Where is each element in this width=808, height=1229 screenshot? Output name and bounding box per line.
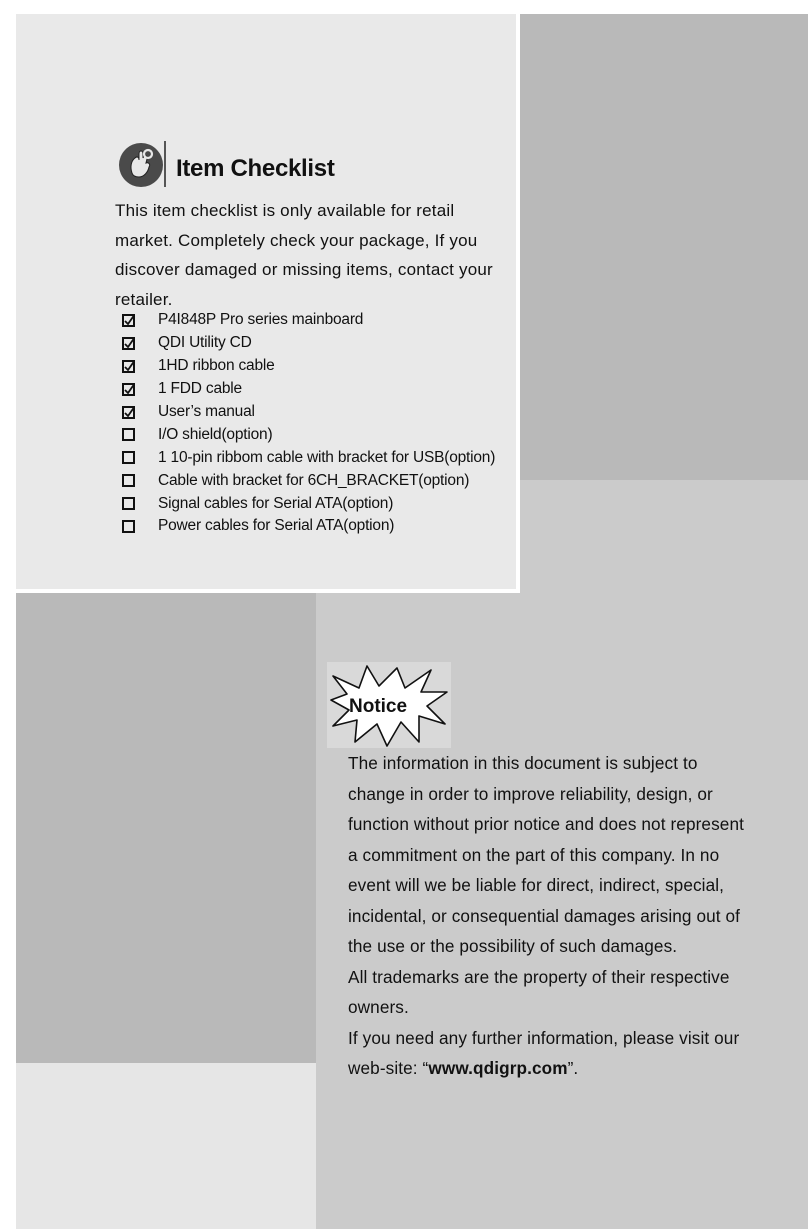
checklist-item — [122, 355, 552, 378]
checklist-item — [122, 469, 552, 492]
checklist-item-label: 1 10-pin ribbom cable with bracket for USB(option) — [158, 448, 496, 466]
checklist-item-label: I/O shield(option) — [158, 425, 273, 443]
checklist-item-label: Signal cables for Serial ATA(option) — [158, 494, 394, 512]
empty-box-icon[interactable] — [122, 497, 135, 510]
checklist-item — [122, 492, 552, 515]
checklist-item-label: User’s manual — [158, 403, 255, 420]
decor-block-mid-right — [520, 480, 808, 593]
empty-box-icon[interactable] — [122, 451, 135, 464]
checklist-item — [122, 378, 552, 401]
checklist-item-label: 1HD ribbon cable — [158, 357, 275, 375]
decor-block-bottom-left-light — [16, 1063, 316, 1229]
checklist-item-label: QDI Utility CD — [158, 334, 252, 352]
notice-badge-label: Notice — [349, 696, 408, 717]
checklist-item — [122, 446, 552, 469]
notice-badge — [327, 662, 451, 748]
notice-paragraph-disclaimer: The information in this document is subject to change in order to improve reliability, design, or function without prior notice and does not represent a commitment on the part of this company. In no event will we be liable for direct, indirect, special, incidental, or consequential damages arising out of the use or the possibility of such damages. — [348, 753, 744, 956]
checked-box-icon[interactable] — [122, 314, 135, 327]
checklist-intro: This item checklist is only available for retail market. Completely check your package, If you discover damaged or missing items, contact your retailer. — [115, 201, 493, 309]
checked-box-icon[interactable] — [122, 337, 135, 350]
notice-paragraph-trademarks: All trademarks are the property of their respective owners. — [348, 966, 730, 1017]
checked-box-icon[interactable] — [122, 360, 135, 373]
checklist-item — [122, 309, 552, 332]
checklist-items — [122, 309, 552, 538]
checklist-title: Item Checklist — [176, 155, 335, 182]
checklist-heading — [118, 138, 335, 190]
empty-box-icon[interactable] — [122, 520, 135, 533]
decor-block-bottom-left — [16, 593, 316, 1063]
checklist-item-label: P4I848P Pro series mainboard — [158, 311, 364, 329]
contact-suffix: ”. — [567, 1058, 579, 1078]
empty-box-icon[interactable] — [122, 474, 135, 487]
checklist-item-label: Cable with bracket for 6CH_BRACKET(option) — [158, 471, 470, 489]
checked-box-icon[interactable] — [122, 383, 135, 396]
decor-block-top-right — [520, 14, 808, 480]
notice-paragraph-contact — [348, 1023, 748, 1084]
checklist-item-label: Power cables for Serial ATA(option) — [158, 517, 395, 535]
checked-box-icon[interactable] — [122, 406, 135, 419]
empty-box-icon[interactable] — [122, 428, 135, 441]
ok-hand-icon — [118, 139, 168, 189]
notice-text — [348, 748, 748, 1084]
checklist-item — [122, 515, 552, 538]
checklist-item — [122, 423, 552, 446]
checklist-item — [122, 401, 552, 424]
checklist-item — [122, 332, 552, 355]
contact-prefix: If you need any further information, please visit our web-site: “ — [348, 1027, 740, 1078]
checklist-item-label: 1 FDD cable — [158, 380, 242, 398]
website-link[interactable]: www.qdigrp.com — [428, 1058, 568, 1078]
